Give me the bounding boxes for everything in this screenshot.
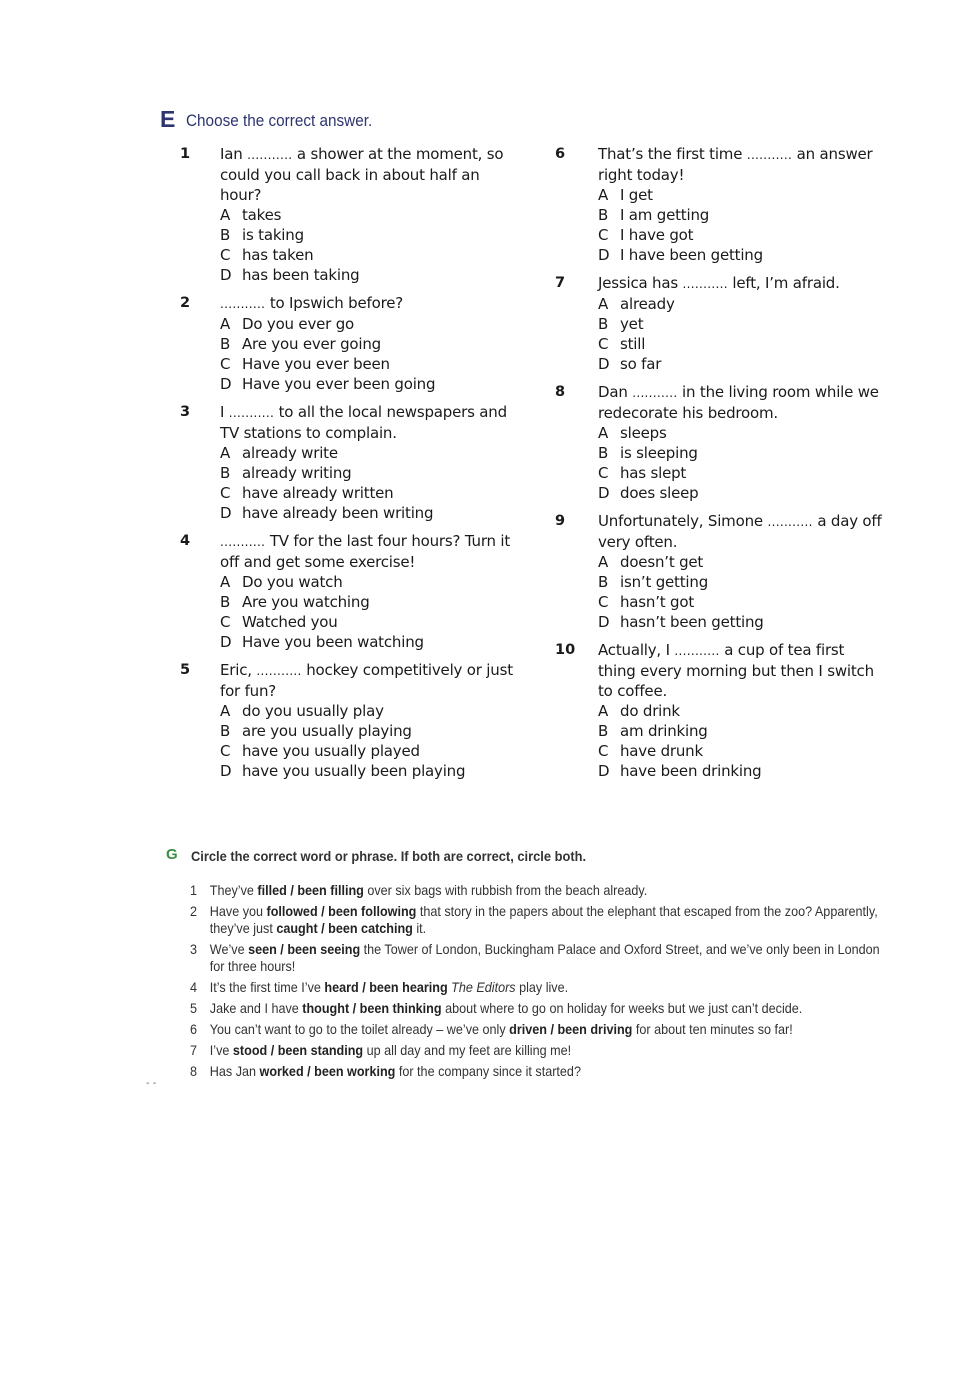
option-text: so far <box>620 355 662 373</box>
question-number: 2 <box>180 295 191 311</box>
answer-option-a[interactable] <box>598 294 885 314</box>
option-letter: D <box>220 633 232 651</box>
option-text: have you usually played <box>242 742 420 760</box>
option-text: Have you ever been going <box>242 375 436 393</box>
exercise-g-item-2 <box>190 903 883 937</box>
item-number: 6 <box>190 1021 198 1037</box>
option-letter: A <box>598 295 609 313</box>
question-8 <box>555 382 885 503</box>
question-number: 10 <box>555 642 576 658</box>
option-letter: B <box>220 464 231 482</box>
item-text: They’ve filled / been filling over six bags with rubbish from the beach already. <box>209 882 648 898</box>
answer-gap: ........... <box>220 535 266 549</box>
option-text: I have been getting <box>620 246 763 264</box>
answer-gap: ........... <box>767 515 813 529</box>
answer-option-c[interactable] <box>598 334 885 354</box>
option-letter: A <box>598 424 609 442</box>
option-letter: A <box>598 702 609 720</box>
exercise-g-item-8 <box>190 1063 883 1080</box>
answer-option-d[interactable] <box>220 374 520 394</box>
answer-option-b[interactable] <box>598 205 885 225</box>
option-text: Watched you <box>242 613 338 631</box>
option-text: are you usually playing <box>242 722 412 740</box>
question-6 <box>555 144 885 265</box>
answer-option-d[interactable] <box>220 761 520 781</box>
option-text: has been taking <box>242 266 360 284</box>
option-text: does sleep <box>620 484 699 502</box>
item-number: 8 <box>190 1063 198 1079</box>
option-letter: D <box>220 504 232 522</box>
answer-option-b[interactable] <box>598 314 885 334</box>
answer-option-a[interactable] <box>598 701 885 721</box>
option-text: has slept <box>620 464 687 482</box>
option-letter: A <box>220 702 231 720</box>
option-letter: C <box>598 593 609 611</box>
option-text: Are you ever going <box>242 335 381 353</box>
answer-option-a[interactable] <box>220 443 520 463</box>
item-text: We’ve seen / been seeing the Tower of London, Buckingham Palace and Oxford Street, and we’ve only been in London for three hours! <box>209 941 880 974</box>
choice-phrase[interactable]: seen / been seeing <box>248 941 361 957</box>
exercise-g-list <box>190 882 890 1084</box>
answer-option-c[interactable] <box>220 741 520 761</box>
answer-option-b[interactable] <box>598 721 885 741</box>
option-letter: B <box>598 206 609 224</box>
option-text: sleeps <box>620 424 667 442</box>
exercise-e-right-column <box>555 144 885 789</box>
option-letter: A <box>220 573 231 591</box>
option-text: hasn’t got <box>620 593 695 611</box>
item-number: 4 <box>190 979 198 995</box>
question-number: 4 <box>180 533 191 549</box>
exercise-e-instruction: Choose the correct answer. <box>186 111 373 130</box>
answer-option-a[interactable] <box>598 552 885 572</box>
question-4 <box>180 531 520 652</box>
answer-option-c[interactable] <box>220 245 520 265</box>
answer-option-d[interactable] <box>220 503 520 523</box>
answer-gap: ........... <box>220 297 266 311</box>
question-stem: Dan ........... in the living room while we redecorate his bedroom. <box>598 383 879 422</box>
option-text: have been drinking <box>620 762 762 780</box>
choice-phrase[interactable]: worked / been working <box>259 1063 396 1079</box>
answer-gap: ........... <box>228 406 275 420</box>
answer-option-b[interactable] <box>598 572 885 592</box>
option-text: I am getting <box>620 206 710 224</box>
exercise-e-letter: E <box>160 106 176 132</box>
option-letter: A <box>220 444 231 462</box>
exercise-g-letter: G <box>166 846 178 863</box>
option-letter: B <box>220 335 231 353</box>
option-letter: B <box>598 573 609 591</box>
exercise-g-item-7 <box>190 1042 883 1059</box>
title-italic: The Editors <box>451 979 516 995</box>
option-text: do drink <box>620 702 680 720</box>
item-text: Have you followed / been following that story in the papers about the elephant that escaped from the zoo? Apparently, they’ve just caught / been catching it. <box>209 903 878 936</box>
answer-gap: ........... <box>674 644 720 658</box>
question-number: 8 <box>555 384 566 400</box>
question-9 <box>555 511 885 632</box>
answer-gap: ........... <box>247 148 293 162</box>
answer-option-d[interactable] <box>598 245 885 265</box>
exercise-g-item-6 <box>190 1021 883 1038</box>
option-letter: D <box>220 375 232 393</box>
option-letter: A <box>220 206 231 224</box>
option-text: have already written <box>242 484 394 502</box>
answer-option-a[interactable] <box>220 314 520 334</box>
option-text: Have you been watching <box>242 633 424 651</box>
question-1 <box>180 144 520 285</box>
question-stem: Ian ........... a shower at the moment, so could you call back in about half an hour? <box>220 145 504 204</box>
question-stem: ........... TV for the last four hours? Turn it off and get some exercise! <box>220 532 511 571</box>
option-letter: C <box>220 246 231 264</box>
answer-option-b[interactable] <box>220 721 520 741</box>
option-text: still <box>620 335 646 353</box>
option-letter: C <box>220 742 231 760</box>
question-stem: I ........... to all the local newspapers and TV stations to complain. <box>220 403 507 442</box>
answer-option-d[interactable] <box>220 632 520 652</box>
option-letter: C <box>598 335 609 353</box>
option-text: isn’t getting <box>620 573 709 591</box>
answer-option-d[interactable] <box>598 483 885 503</box>
question-stem: Eric, ........... hockey competitively or just for fun? <box>220 661 513 700</box>
answer-option-c[interactable] <box>598 592 885 612</box>
exercise-g-item-5 <box>190 1000 883 1017</box>
item-number: 1 <box>190 882 198 898</box>
question-number: 9 <box>555 513 566 529</box>
option-text: I have got <box>620 226 694 244</box>
answer-option-c[interactable] <box>598 463 885 483</box>
answer-option-d[interactable] <box>598 761 885 781</box>
option-text: hasn’t been getting <box>620 613 764 631</box>
answer-option-b[interactable] <box>220 463 520 483</box>
option-letter: C <box>598 226 609 244</box>
answer-option-c[interactable] <box>220 612 520 632</box>
option-letter: C <box>220 355 231 373</box>
option-letter: D <box>220 762 232 780</box>
option-letter: D <box>598 484 610 502</box>
answer-option-b[interactable] <box>220 225 520 245</box>
answer-option-c[interactable] <box>220 354 520 374</box>
option-text: do you usually play <box>242 702 384 720</box>
answer-gap: ........... <box>746 148 793 162</box>
exercise-e-left-column <box>180 144 520 789</box>
question-stem: Actually, I ........... a cup of tea first thing every morning but then I switch to coffee. <box>598 641 874 700</box>
item-text: Has Jan worked / been working for the company since it started? <box>209 1063 581 1079</box>
option-letter: C <box>598 742 609 760</box>
question-number: 3 <box>180 404 191 420</box>
option-letter: D <box>220 266 232 284</box>
option-text: already write <box>242 444 338 462</box>
option-text: takes <box>242 206 282 224</box>
answer-option-b[interactable] <box>220 334 520 354</box>
answer-option-a[interactable] <box>220 205 520 225</box>
option-letter: B <box>220 593 231 611</box>
question-stem: That’s the first time ........... an answer right today! <box>598 145 873 184</box>
option-text: Do you watch <box>242 573 343 591</box>
item-text: I’ve stood / been standing up all day and my feet are killing me! <box>209 1042 572 1058</box>
exercise-g-item-4 <box>190 979 883 996</box>
answer-option-b[interactable] <box>598 443 885 463</box>
option-letter: B <box>598 722 609 740</box>
option-text: Are you watching <box>242 593 370 611</box>
answer-gap: ........... <box>256 664 302 678</box>
item-text: It’s the first time I’ve heard / been hearing The Editors play live. <box>209 979 569 995</box>
exercise-g-item-3 <box>190 941 883 975</box>
answer-gap: ........... <box>632 386 678 400</box>
answer-option-c[interactable] <box>598 225 885 245</box>
choice-phrase[interactable]: followed / been following <box>266 903 417 919</box>
option-text: is taking <box>242 226 304 244</box>
question-number: 6 <box>555 146 566 162</box>
option-text: have already been writing <box>242 504 434 522</box>
choice-phrase[interactable]: stood / been standing <box>232 1042 364 1058</box>
option-text: doesn’t get <box>620 553 704 571</box>
exercise-g-item-1 <box>190 882 883 899</box>
choice-phrase[interactable]: thought / been thinking <box>302 1000 442 1016</box>
option-text: am drinking <box>620 722 708 740</box>
choice-phrase[interactable]: caught / been catching <box>276 920 413 936</box>
item-number: 5 <box>190 1000 198 1016</box>
option-letter: A <box>220 315 231 333</box>
option-text: have drunk <box>620 742 703 760</box>
item-number: 2 <box>190 903 198 919</box>
option-letter: A <box>598 553 609 571</box>
stray-mark: - - <box>146 1078 157 1089</box>
answer-gap: ........... <box>682 277 728 291</box>
option-letter: B <box>598 315 609 333</box>
question-stem: ........... to Ipswich before? <box>220 294 404 312</box>
option-letter: D <box>598 613 610 631</box>
answer-option-a[interactable] <box>598 185 885 205</box>
answer-option-a[interactable] <box>220 572 520 592</box>
question-10 <box>555 640 885 781</box>
option-text: yet <box>620 315 644 333</box>
answer-option-a[interactable] <box>220 701 520 721</box>
answer-option-d[interactable] <box>598 354 885 374</box>
option-letter: C <box>598 464 609 482</box>
item-number: 7 <box>190 1042 198 1058</box>
option-text: Have you ever been <box>242 355 390 373</box>
item-text: You can’t want to go to the toilet already – we’ve only driven / been driving for about ten minutes so far! <box>209 1021 793 1037</box>
option-letter: B <box>220 226 231 244</box>
question-number: 7 <box>555 275 566 291</box>
option-letter: A <box>598 186 609 204</box>
answer-option-d[interactable] <box>598 612 885 632</box>
answer-option-a[interactable] <box>598 423 885 443</box>
choice-phrase[interactable]: filled / been filling <box>257 882 364 898</box>
option-text: have you usually been playing <box>242 762 466 780</box>
item-number: 3 <box>190 941 198 957</box>
choice-phrase[interactable]: driven / been driving <box>509 1021 633 1037</box>
option-letter: D <box>598 246 610 264</box>
choice-phrase[interactable]: heard / been hearing <box>324 979 448 995</box>
option-text: I get <box>620 186 653 204</box>
option-text: already writing <box>242 464 352 482</box>
option-text: has taken <box>242 246 314 264</box>
option-text: is sleeping <box>620 444 698 462</box>
option-letter: B <box>220 722 231 740</box>
answer-option-c[interactable] <box>598 741 885 761</box>
option-letter: B <box>598 444 609 462</box>
option-text: Do you ever go <box>242 315 354 333</box>
exercise-g-instruction: Circle the correct word or phrase. If both are correct, circle both. <box>191 848 587 864</box>
question-3 <box>180 402 520 523</box>
option-letter: D <box>598 355 610 373</box>
question-stem: Jessica has ........... left, I’m afraid. <box>598 274 840 292</box>
question-2 <box>180 293 520 394</box>
question-stem: Unfortunately, Simone ........... a day off very often. <box>598 512 882 551</box>
option-letter: D <box>598 762 610 780</box>
answer-option-c[interactable] <box>220 483 520 503</box>
option-text: already <box>620 295 675 313</box>
question-number: 1 <box>180 146 191 162</box>
item-text: Jake and I have thought / been thinking about where to go on holiday for weeks but we just can’t decide. <box>209 1000 803 1016</box>
question-5 <box>180 660 520 781</box>
option-letter: C <box>220 613 231 631</box>
answer-option-d[interactable] <box>220 265 520 285</box>
answer-option-b[interactable] <box>220 592 520 612</box>
option-letter: C <box>220 484 231 502</box>
question-7 <box>555 273 885 374</box>
question-number: 5 <box>180 662 191 678</box>
